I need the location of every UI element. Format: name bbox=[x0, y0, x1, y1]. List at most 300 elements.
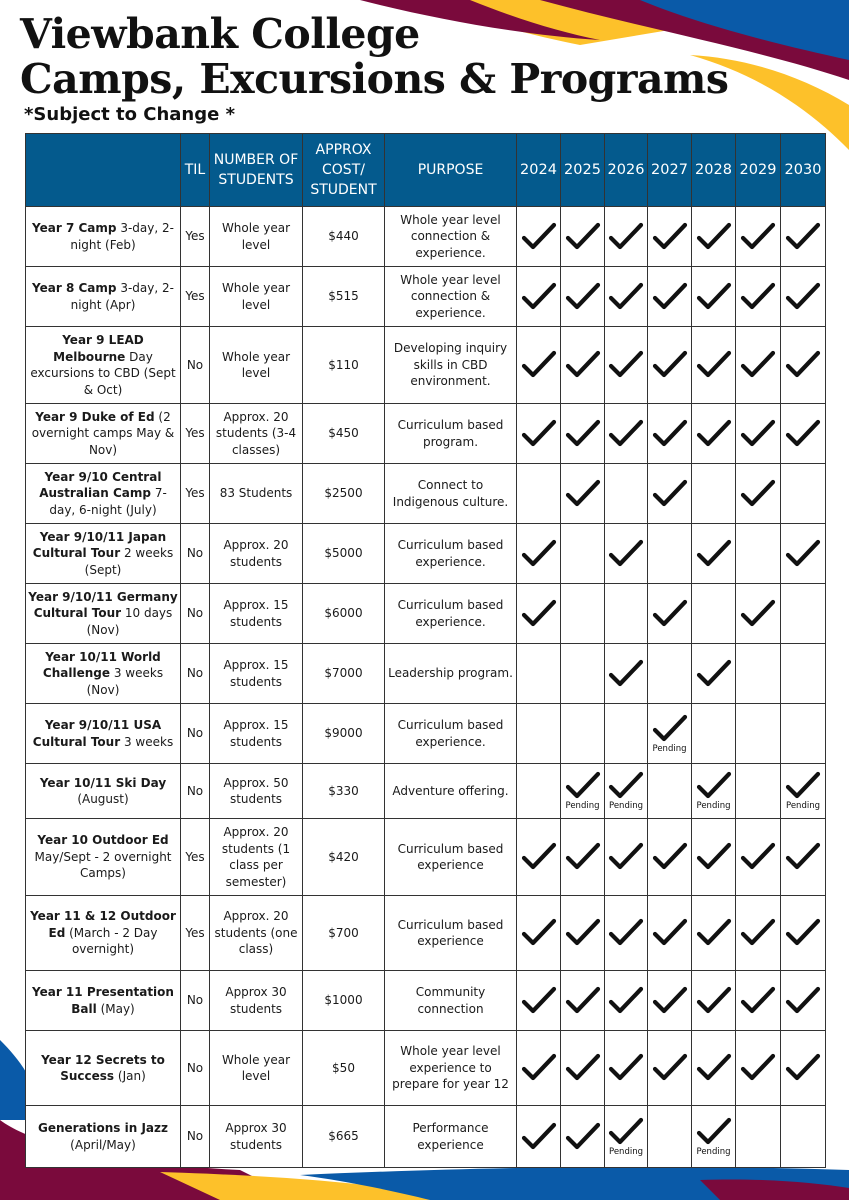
til-cell: Yes bbox=[181, 267, 210, 327]
year-cell-2028 bbox=[692, 644, 736, 704]
year-cell-2025 bbox=[561, 584, 605, 644]
year-cell-2027 bbox=[648, 207, 692, 267]
header-year-2025: 2025 bbox=[561, 134, 605, 207]
year-cell-2027 bbox=[648, 704, 692, 764]
checkmark-icon bbox=[694, 1117, 734, 1147]
program-name: Year 11 Presentation Ball bbox=[32, 985, 174, 1016]
year-cell-2029 bbox=[736, 584, 781, 644]
program-cell bbox=[26, 1031, 181, 1106]
checkmark-icon bbox=[563, 350, 603, 380]
purpose-cell: Curriculum based experience bbox=[385, 896, 517, 971]
checkmark-icon bbox=[519, 986, 559, 1016]
students-cell: Approx 30 students bbox=[210, 1106, 303, 1168]
year-cell-2030 bbox=[781, 524, 826, 584]
year-cell-2028 bbox=[692, 1106, 736, 1168]
purpose-cell: Curriculum based experience. bbox=[385, 584, 517, 644]
year-cell-2025 bbox=[561, 404, 605, 464]
program-name: Year 12 Secrets to Success bbox=[41, 1052, 165, 1083]
program-name: Generations in Jazz bbox=[37, 1121, 168, 1135]
year-cell-2029 bbox=[736, 207, 781, 267]
purpose-cell: Developing inquiry skills in CBD environment. bbox=[385, 327, 517, 404]
checkmark-icon bbox=[694, 282, 734, 312]
checkmark-icon bbox=[650, 350, 690, 380]
checkmark-icon bbox=[563, 222, 603, 252]
year-cell-2027 bbox=[648, 1031, 692, 1106]
year-cell-2025 bbox=[561, 764, 605, 819]
year-cell-2024 bbox=[517, 1106, 561, 1168]
program-name: Year 11 & 12 Outdoor Ed bbox=[30, 909, 176, 940]
checkmark-icon bbox=[563, 479, 603, 509]
checkmark-icon bbox=[783, 350, 823, 380]
year-cell-2028 bbox=[692, 971, 736, 1031]
title-line-1: Viewbank College bbox=[20, 10, 420, 58]
year-cell-2025 bbox=[561, 524, 605, 584]
program-detail: 10 days (Nov) bbox=[86, 606, 173, 637]
checkmark-icon bbox=[694, 222, 734, 252]
year-cell-2029 bbox=[736, 464, 781, 524]
checkmark-icon bbox=[519, 539, 559, 569]
checkmark-icon bbox=[606, 1117, 646, 1147]
til-cell: No bbox=[181, 327, 210, 404]
table-row bbox=[26, 1106, 826, 1168]
header-year-2026: 2026 bbox=[605, 134, 648, 207]
year-cell-2026 bbox=[605, 584, 648, 644]
checkmark-icon bbox=[694, 842, 734, 872]
purpose-cell: Curriculum based experience bbox=[385, 819, 517, 896]
program-cell bbox=[26, 524, 181, 584]
checkmark-icon bbox=[650, 599, 690, 629]
year-cell-2025 bbox=[561, 267, 605, 327]
checkmark-icon bbox=[563, 1053, 603, 1083]
students-cell: Whole year level bbox=[210, 267, 303, 327]
year-cell-2030 bbox=[781, 971, 826, 1031]
year-cell-2026 bbox=[605, 819, 648, 896]
program-name: Year 9 LEAD Melbourne bbox=[53, 333, 144, 364]
year-cell-2027 bbox=[648, 764, 692, 819]
checkmark-icon bbox=[563, 986, 603, 1016]
year-cell-2024 bbox=[517, 267, 561, 327]
checkmark-icon bbox=[563, 419, 603, 449]
table-row bbox=[26, 971, 826, 1031]
purpose-cell: Curriculum based experience. bbox=[385, 524, 517, 584]
year-cell-2025 bbox=[561, 1106, 605, 1168]
table-row bbox=[26, 1031, 826, 1106]
pending-label: Pending bbox=[786, 801, 820, 811]
checkmark-icon bbox=[650, 222, 690, 252]
page-title bbox=[20, 12, 729, 102]
cost-cell: $5000 bbox=[303, 524, 385, 584]
program-name: Year 10/11 Ski Day bbox=[39, 775, 167, 790]
year-cell-2027 bbox=[648, 267, 692, 327]
year-cell-2028 bbox=[692, 267, 736, 327]
program-cell bbox=[26, 327, 181, 404]
year-cell-2028 bbox=[692, 896, 736, 971]
checkmark-icon bbox=[783, 771, 823, 801]
year-cell-2027 bbox=[648, 896, 692, 971]
year-cell-2024 bbox=[517, 704, 561, 764]
table-row bbox=[26, 524, 826, 584]
program-cell bbox=[26, 896, 181, 971]
year-cell-2026 bbox=[605, 267, 648, 327]
program-detail: May/Sept - 2 overnight Camps) bbox=[34, 849, 172, 881]
year-cell-2024 bbox=[517, 644, 561, 704]
cost-cell: $9000 bbox=[303, 704, 385, 764]
students-cell: Approx 30 students bbox=[210, 971, 303, 1031]
year-cell-2026 bbox=[605, 764, 648, 819]
year-cell-2024 bbox=[517, 1031, 561, 1106]
header-year-2030: 2030 bbox=[781, 134, 826, 207]
program-detail: 3 weeks (Nov) bbox=[86, 666, 164, 697]
table-body bbox=[26, 207, 826, 1168]
programs-table bbox=[25, 133, 826, 1168]
purpose-cell: Whole year level connection & experience. bbox=[385, 207, 517, 267]
students-cell: Approx. 20 students (1 class per semester) bbox=[210, 819, 303, 896]
table-row bbox=[26, 644, 826, 704]
checkmark-icon bbox=[606, 659, 646, 689]
checkmark-icon bbox=[694, 1053, 734, 1083]
year-cell-2029 bbox=[736, 404, 781, 464]
year-cell-2030 bbox=[781, 1031, 826, 1106]
checkmark-icon bbox=[606, 350, 646, 380]
year-cell-2029 bbox=[736, 267, 781, 327]
year-cell-2026 bbox=[605, 207, 648, 267]
table-row bbox=[26, 404, 826, 464]
pending-label: Pending bbox=[696, 1146, 731, 1157]
year-cell-2024 bbox=[517, 524, 561, 584]
checkmark-icon bbox=[694, 419, 734, 449]
year-cell-2028 bbox=[692, 764, 736, 819]
year-cell-2026 bbox=[605, 327, 648, 404]
cost-cell: $515 bbox=[303, 267, 385, 327]
purpose-cell: Leadership program. bbox=[385, 644, 517, 704]
purpose-cell: Whole year level experience to prepare for year 12 bbox=[385, 1031, 517, 1106]
checkmark-icon bbox=[783, 282, 823, 312]
year-cell-2029 bbox=[736, 1031, 781, 1106]
year-cell-2029 bbox=[736, 704, 781, 764]
checkmark-icon bbox=[563, 771, 603, 801]
year-cell-2030 bbox=[781, 644, 826, 704]
year-cell-2026 bbox=[605, 896, 648, 971]
year-cell-2030 bbox=[781, 464, 826, 524]
pending-label: Pending bbox=[652, 743, 687, 754]
program-detail: (August) bbox=[77, 792, 129, 806]
year-cell-2030 bbox=[781, 404, 826, 464]
program-name: Year 9 Duke of Ed bbox=[35, 409, 155, 424]
til-cell: No bbox=[181, 704, 210, 764]
checkmark-icon bbox=[606, 986, 646, 1016]
checkmark-icon bbox=[606, 1053, 646, 1083]
year-cell-2024 bbox=[517, 819, 561, 896]
year-cell-2026 bbox=[605, 404, 648, 464]
year-cell-2025 bbox=[561, 896, 605, 971]
checkmark-icon bbox=[519, 842, 559, 872]
til-cell: No bbox=[181, 971, 210, 1031]
checkmark-icon bbox=[606, 222, 646, 252]
program-cell bbox=[26, 464, 181, 524]
checkmark-icon bbox=[650, 842, 690, 872]
students-cell: Approx. 50 students bbox=[210, 764, 303, 819]
year-cell-2026 bbox=[605, 704, 648, 764]
header-program bbox=[26, 134, 181, 207]
program-detail: 3-day, 2-night (Apr) bbox=[70, 281, 174, 312]
students-cell: Approx. 20 students (one class) bbox=[210, 896, 303, 971]
checkmark-icon bbox=[650, 918, 690, 948]
checkmark-icon bbox=[563, 282, 603, 312]
year-cell-2028 bbox=[692, 404, 736, 464]
header-year-2024: 2024 bbox=[517, 134, 561, 207]
program-detail: (March - 2 Day overnight) bbox=[69, 925, 158, 957]
til-cell: No bbox=[181, 764, 210, 819]
checkmark-icon bbox=[650, 1053, 690, 1083]
checkmark-icon bbox=[606, 918, 646, 948]
til-cell: No bbox=[181, 524, 210, 584]
program-detail: 3 weeks bbox=[123, 734, 174, 749]
year-cell-2025 bbox=[561, 704, 605, 764]
checkmark-icon bbox=[650, 714, 690, 744]
cost-cell: $700 bbox=[303, 896, 385, 971]
year-cell-2025 bbox=[561, 327, 605, 404]
purpose-cell: Curriculum based program. bbox=[385, 404, 517, 464]
til-cell: No bbox=[181, 584, 210, 644]
cost-cell: $6000 bbox=[303, 584, 385, 644]
program-detail: (April/May) bbox=[70, 1137, 136, 1152]
program-name: Year 9/10 Central Australian Camp bbox=[39, 469, 162, 501]
year-cell-2024 bbox=[517, 971, 561, 1031]
purpose-cell: Curriculum based experience. bbox=[385, 704, 517, 764]
checkmark-icon bbox=[519, 419, 559, 449]
pending-label: Pending bbox=[609, 801, 643, 811]
header-year-2029: 2029 bbox=[736, 134, 781, 207]
checkmark-icon bbox=[738, 282, 778, 312]
header-row bbox=[26, 134, 826, 207]
year-cell-2030 bbox=[781, 764, 826, 819]
table-row bbox=[26, 267, 826, 327]
program-name: Year 8 Camp bbox=[32, 281, 117, 295]
year-cell-2028 bbox=[692, 819, 736, 896]
year-cell-2024 bbox=[517, 464, 561, 524]
cost-cell: $330 bbox=[303, 764, 385, 819]
program-cell bbox=[26, 1106, 181, 1168]
checkmark-icon bbox=[738, 419, 778, 449]
checkmark-icon bbox=[783, 918, 823, 948]
checkmark-icon bbox=[783, 986, 823, 1016]
year-cell-2030 bbox=[781, 207, 826, 267]
year-cell-2030 bbox=[781, 1106, 826, 1168]
year-cell-2027 bbox=[648, 524, 692, 584]
checkmark-icon bbox=[738, 986, 778, 1016]
year-cell-2027 bbox=[648, 584, 692, 644]
checkmark-icon bbox=[738, 1053, 778, 1083]
checkmark-icon bbox=[694, 539, 734, 569]
checkmark-icon bbox=[519, 350, 559, 380]
year-cell-2028 bbox=[692, 464, 736, 524]
program-detail: 3-day, 2-night (Feb) bbox=[70, 221, 174, 252]
header-year-2027: 2027 bbox=[648, 134, 692, 207]
checkmark-icon bbox=[563, 842, 603, 872]
students-cell: Whole year level bbox=[210, 207, 303, 267]
year-cell-2027 bbox=[648, 327, 692, 404]
header-year-2028: 2028 bbox=[692, 134, 736, 207]
year-cell-2029 bbox=[736, 819, 781, 896]
checkmark-icon bbox=[738, 599, 778, 629]
checkmark-icon bbox=[783, 842, 823, 872]
year-cell-2029 bbox=[736, 327, 781, 404]
checkmark-icon bbox=[519, 1122, 559, 1152]
cost-cell: $2500 bbox=[303, 464, 385, 524]
students-cell: Approx. 20 students bbox=[210, 524, 303, 584]
students-cell: Approx. 15 students bbox=[210, 704, 303, 764]
cost-cell: $1000 bbox=[303, 971, 385, 1031]
program-name: Year 10/11 World Challenge bbox=[42, 649, 161, 681]
cost-cell: $50 bbox=[303, 1031, 385, 1106]
year-cell-2025 bbox=[561, 971, 605, 1031]
year-cell-2028 bbox=[692, 704, 736, 764]
cost-cell: $110 bbox=[303, 327, 385, 404]
year-cell-2027 bbox=[648, 404, 692, 464]
checkmark-icon bbox=[738, 842, 778, 872]
purpose-cell: Connect to Indigenous culture. bbox=[385, 464, 517, 524]
checkmark-icon bbox=[738, 479, 778, 509]
students-cell: Whole year level bbox=[210, 1031, 303, 1106]
checkmark-icon bbox=[519, 222, 559, 252]
year-cell-2027 bbox=[648, 971, 692, 1031]
program-name: Year 10 Outdoor Ed bbox=[37, 833, 169, 848]
year-cell-2028 bbox=[692, 524, 736, 584]
pending-label: Pending bbox=[565, 801, 600, 811]
students-cell: Approx. 15 students bbox=[210, 584, 303, 644]
checkmark-icon bbox=[606, 842, 646, 872]
table-row bbox=[26, 207, 826, 267]
checkmark-icon bbox=[650, 986, 690, 1016]
program-detail: (Jan) bbox=[117, 1069, 146, 1083]
year-cell-2029 bbox=[736, 764, 781, 819]
table-row bbox=[26, 704, 826, 764]
table-row bbox=[26, 584, 826, 644]
program-cell bbox=[26, 207, 181, 267]
year-cell-2027 bbox=[648, 644, 692, 704]
program-cell bbox=[26, 644, 181, 704]
checkmark-icon bbox=[783, 1053, 823, 1083]
checkmark-icon bbox=[694, 350, 734, 380]
year-cell-2029 bbox=[736, 1106, 781, 1168]
checkmark-icon bbox=[694, 771, 734, 801]
program-cell bbox=[26, 267, 181, 327]
program-cell bbox=[26, 584, 181, 644]
checkmark-icon bbox=[606, 282, 646, 312]
til-cell: Yes bbox=[181, 404, 210, 464]
program-cell bbox=[26, 404, 181, 464]
year-cell-2028 bbox=[692, 327, 736, 404]
year-cell-2024 bbox=[517, 207, 561, 267]
year-cell-2029 bbox=[736, 971, 781, 1031]
checkmark-icon bbox=[519, 1053, 559, 1083]
program-name: Year 9/10/11 Germany Cultural Tour bbox=[28, 589, 178, 621]
purpose-cell: Adventure offering. bbox=[385, 764, 517, 819]
year-cell-2030 bbox=[781, 896, 826, 971]
header-cost: APPROX COST/ STUDENT bbox=[303, 134, 385, 207]
purpose-cell: Whole year level connection & experience. bbox=[385, 267, 517, 327]
checkmark-icon bbox=[650, 282, 690, 312]
checkmark-icon bbox=[563, 1122, 603, 1152]
checkmark-icon bbox=[606, 539, 646, 569]
program-cell bbox=[26, 764, 181, 819]
checkmark-icon bbox=[694, 918, 734, 948]
checkmark-icon bbox=[738, 350, 778, 380]
year-cell-2025 bbox=[561, 207, 605, 267]
checkmark-icon bbox=[519, 599, 559, 629]
year-cell-2024 bbox=[517, 584, 561, 644]
year-cell-2024 bbox=[517, 896, 561, 971]
table-row bbox=[26, 819, 826, 896]
year-cell-2025 bbox=[561, 464, 605, 524]
year-cell-2025 bbox=[561, 644, 605, 704]
header-purpose: PURPOSE bbox=[385, 134, 517, 207]
table-row bbox=[26, 464, 826, 524]
year-cell-2026 bbox=[605, 644, 648, 704]
cost-cell: $665 bbox=[303, 1106, 385, 1168]
checkmark-icon bbox=[606, 419, 646, 449]
cost-cell: $450 bbox=[303, 404, 385, 464]
program-name: Year 9/10/11 Japan Cultural Tour bbox=[32, 529, 167, 561]
year-cell-2026 bbox=[605, 464, 648, 524]
year-cell-2030 bbox=[781, 819, 826, 896]
program-cell bbox=[26, 704, 181, 764]
program-detail: (May) bbox=[100, 1001, 135, 1016]
year-cell-2024 bbox=[517, 327, 561, 404]
year-cell-2026 bbox=[605, 524, 648, 584]
year-cell-2030 bbox=[781, 267, 826, 327]
year-cell-2030 bbox=[781, 584, 826, 644]
year-cell-2026 bbox=[605, 1031, 648, 1106]
year-cell-2025 bbox=[561, 1031, 605, 1106]
year-cell-2028 bbox=[692, 584, 736, 644]
pending-label: Pending bbox=[696, 801, 731, 811]
subtitle: *Subject to Change * bbox=[24, 104, 235, 125]
year-cell-2026 bbox=[605, 971, 648, 1031]
year-cell-2026 bbox=[605, 1106, 648, 1168]
students-cell: Approx. 15 students bbox=[210, 644, 303, 704]
year-cell-2030 bbox=[781, 327, 826, 404]
program-cell bbox=[26, 819, 181, 896]
checkmark-icon bbox=[519, 282, 559, 312]
til-cell: Yes bbox=[181, 207, 210, 267]
checkmark-icon bbox=[694, 986, 734, 1016]
year-cell-2027 bbox=[648, 1106, 692, 1168]
til-cell: No bbox=[181, 1031, 210, 1106]
year-cell-2029 bbox=[736, 896, 781, 971]
cost-cell: $440 bbox=[303, 207, 385, 267]
year-cell-2029 bbox=[736, 644, 781, 704]
program-name: Year 9/10/11 USA Cultural Tour bbox=[32, 718, 162, 749]
checkmark-icon bbox=[783, 419, 823, 449]
year-cell-2029 bbox=[736, 524, 781, 584]
title-line-2: Camps, Excursions & Programs bbox=[20, 55, 729, 103]
header-til: TIL bbox=[181, 134, 210, 207]
checkmark-icon bbox=[738, 222, 778, 252]
table-row bbox=[26, 327, 826, 404]
students-cell: 83 Students bbox=[210, 464, 303, 524]
checkmark-icon bbox=[606, 771, 646, 801]
cost-cell: $7000 bbox=[303, 644, 385, 704]
til-cell: No bbox=[181, 1106, 210, 1168]
checkmark-icon bbox=[650, 479, 690, 509]
students-cell: Approx. 20 students (3-4 classes) bbox=[210, 404, 303, 464]
til-cell: Yes bbox=[181, 896, 210, 971]
purpose-cell: Performance experience bbox=[385, 1106, 517, 1168]
checkmark-icon bbox=[650, 419, 690, 449]
program-name: Year 7 Camp bbox=[32, 221, 117, 235]
program-detail: (2 overnight camps May & Nov) bbox=[31, 409, 175, 457]
